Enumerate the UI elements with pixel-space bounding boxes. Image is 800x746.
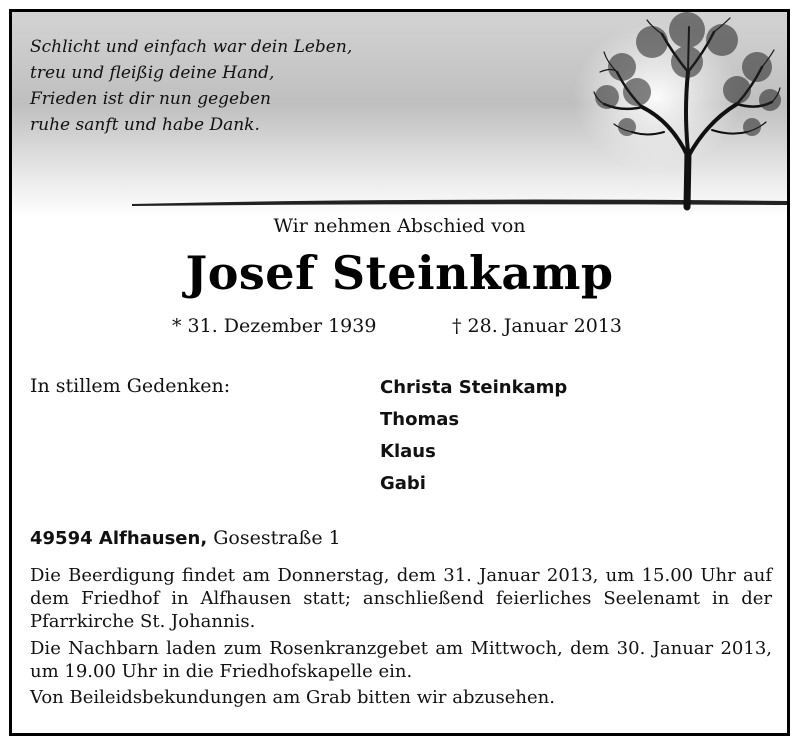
poem-line: ruhe sanft und habe Dank. [30,115,260,135]
banner [12,12,787,217]
gedenken-label: In stillem Gedenken: [30,375,231,397]
death-date: † 28. Januar 2013 [452,315,623,337]
obituary-frame [9,9,790,736]
address-street: Gosestraße 1 [213,527,341,549]
mourner-name: Christa Steinkamp [380,377,568,398]
poem-line: Schlicht und einfach war dein Leben, [30,37,353,57]
address-city: 49594 Alfhausen, [30,528,208,549]
address [30,527,341,549]
tree-icon [592,12,782,212]
poem [30,34,352,138]
deceased-name: Josef Steinkamp [185,246,614,300]
birth-date: * 31. Dezember 1939 [172,315,377,337]
rosary-info: Die Nachbarn laden zum Rosenkranzgebet am Mittwoch, dem 30. Januar 2013, um 19.00 Uhr in die Friedhofskapelle ein. [30,638,772,682]
poem-line: treu und fleißig deine Hand, [30,63,275,83]
mourner-name: Thomas [380,409,460,430]
poem-line: Frieden ist dir nun gegeben [30,89,271,109]
condolence-note: Von Beileidsbekundungen am Grab bitten wir abzusehen. [30,687,555,708]
funeral-info: Die Beerdigung findet am Donnerstag, dem 31. Januar 2013, um 15.00 Uhr auf dem Friedhof in Alfhausen statt; anschließend feierliches Seelenamt in der Pfarrkirche St. Johannis. [30,565,772,632]
mourner-name: Klaus [380,441,436,462]
mourners-list [380,375,567,503]
mourner-name: Gabi [380,473,426,494]
intro-text: Wir nehmen Abschied von [273,215,526,237]
